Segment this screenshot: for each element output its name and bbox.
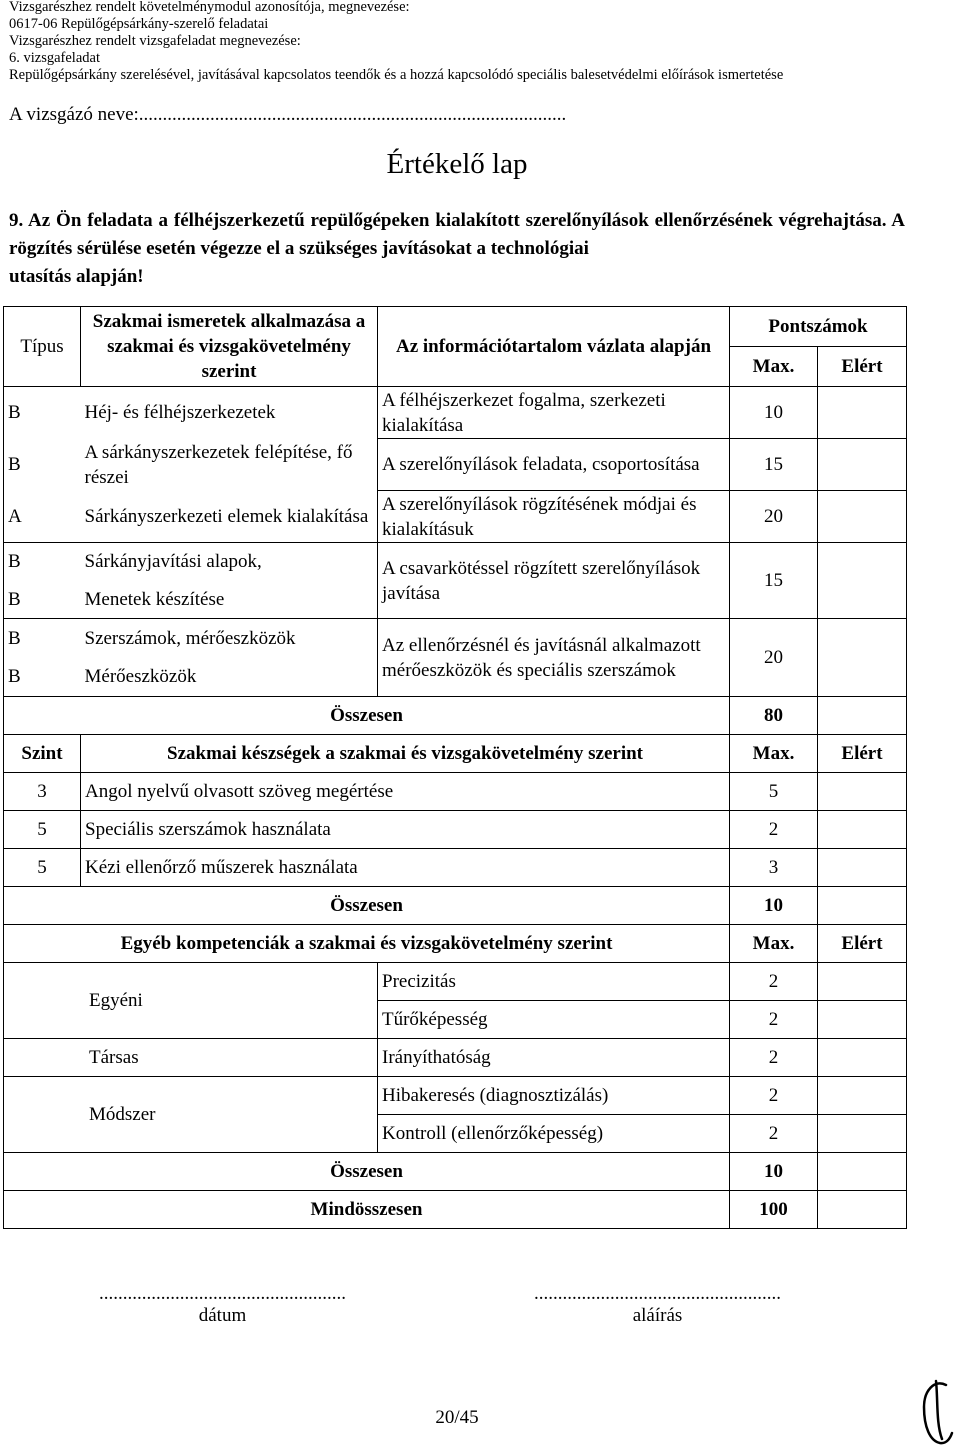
- grand-total-achieved[interactable]: [818, 1191, 907, 1229]
- item-max: 2: [730, 963, 818, 1001]
- total-max: 10: [730, 887, 818, 925]
- item-name: Irányíthatóság: [378, 1039, 730, 1077]
- col-max-header: Max.: [730, 925, 818, 963]
- row-achieved[interactable]: [818, 543, 907, 619]
- row-skill: Mérőeszközök: [81, 658, 378, 697]
- row-info: A csavarkötéssel rögzített szerelőnyílások javítása: [378, 543, 730, 619]
- total-achieved[interactable]: [818, 1153, 907, 1191]
- item-name: Hibakeresés (diagnosztizálás): [378, 1077, 730, 1115]
- knowledge-total-row: [4, 697, 907, 735]
- row-info: A szerelőnyílások feladata, csoportosítása: [378, 439, 730, 491]
- row-achieved[interactable]: [818, 387, 907, 439]
- grand-total-max: 100: [730, 1191, 818, 1229]
- signature-label: aláírás: [632, 1305, 683, 1326]
- col-type-header: Típus: [4, 307, 81, 387]
- col-achieved-header: Elért: [818, 735, 907, 773]
- item-achieved[interactable]: [818, 963, 907, 1001]
- knowledge-row: [4, 439, 907, 491]
- col-points-header: Pontszámok: [730, 307, 907, 347]
- signature-dots: ....................................................: [534, 1283, 781, 1304]
- other-total-row: [4, 1153, 907, 1191]
- group-label: Társas: [4, 1039, 378, 1077]
- item-max: 2: [730, 1077, 818, 1115]
- row-max: 2: [730, 811, 818, 849]
- knowledge-row: [4, 491, 907, 543]
- row-info: Az ellenőrzésnél és javításnál alkalmazott mérőeszközök és speciális szerszámok: [378, 619, 730, 697]
- skills-row: [4, 773, 907, 811]
- row-max: 10: [730, 387, 818, 439]
- date-label: dátum: [198, 1305, 247, 1326]
- col-max-header: Max.: [730, 347, 818, 387]
- item-achieved[interactable]: [818, 1077, 907, 1115]
- task-line-2: utasítás alapján!: [9, 266, 144, 287]
- other-row: [4, 963, 907, 1001]
- grand-total-row: [4, 1191, 907, 1229]
- col-max-header: Max.: [730, 735, 818, 773]
- item-achieved[interactable]: [818, 1039, 907, 1077]
- col-info-header: Az információtartalom vázlata alapján: [378, 307, 730, 387]
- date-block: [90, 1283, 355, 1327]
- row-type: B: [4, 543, 81, 581]
- item-name: Tűrőképesség: [378, 1001, 730, 1039]
- row-max: 20: [730, 491, 818, 543]
- knowledge-row: [4, 387, 907, 439]
- evaluation-table: [3, 306, 907, 1229]
- row-type: B: [4, 387, 81, 439]
- other-row: [4, 1077, 907, 1115]
- row-achieved[interactable]: [818, 773, 907, 811]
- row-skill: Menetek készítése: [81, 581, 378, 619]
- candidate-name-line: A vizsgázó neve:..........................................................................................: [9, 104, 567, 125]
- header-task-name: Repülőgépsárkány szerelésével, javításával kapcsolatos teendők és a hozzá kapcsolódó speciális balesetvédelmi előírások ismertetése: [9, 67, 784, 83]
- item-max: 2: [730, 1115, 818, 1153]
- row-type: B: [4, 439, 81, 491]
- other-header-row: [4, 925, 907, 963]
- skills-row: [4, 811, 907, 849]
- row-type: B: [4, 658, 81, 697]
- row-type: A: [4, 491, 81, 543]
- row-skill: Sárkányszerkezeti elemek kialakítása: [81, 491, 378, 543]
- page-number: 20/45: [435, 1407, 479, 1428]
- task-line-1: 9. Az Ön feladata a félhéjszerkezetű repülőgépeken kialakított szerelőnyílások ellenőrzésének végrehajtása. A rögzítés sérülése esetén végezze el a szükséges javításokat a technológiai: [9, 210, 905, 259]
- item-name: Kontroll (ellenőrzőképesség): [378, 1115, 730, 1153]
- total-label: Összesen: [4, 887, 730, 925]
- row-achieved[interactable]: [818, 849, 907, 887]
- row-skill: Szerszámok, mérőeszközök: [81, 619, 378, 658]
- knowledge-row: [4, 619, 907, 658]
- col-achieved-header: Elért: [818, 925, 907, 963]
- other-header: Egyéb kompetenciák a szakmai és vizsgakövetelmény szerint: [4, 925, 730, 963]
- row-skill: Kézi ellenőrző műszerek használata: [81, 849, 730, 887]
- item-max: 2: [730, 1001, 818, 1039]
- page-title: Értékelő lap: [386, 148, 528, 180]
- row-achieved[interactable]: [818, 811, 907, 849]
- col-achieved-header: Elért: [818, 347, 907, 387]
- group-label: Egyéni: [4, 963, 378, 1039]
- row-level: 3: [4, 773, 81, 811]
- knowledge-row: [4, 543, 907, 581]
- total-achieved[interactable]: [818, 697, 907, 735]
- item-achieved[interactable]: [818, 1115, 907, 1153]
- grand-total-label: Mindösszesen: [4, 1191, 730, 1229]
- skills-row: [4, 849, 907, 887]
- skills-header-row: [4, 735, 907, 773]
- header-module-label: Vizsgarészhez rendelt követelménymodul azonosítója, megnevezése:: [9, 0, 410, 15]
- knowledge-header-row: [4, 307, 907, 347]
- row-level: 5: [4, 811, 81, 849]
- row-max: 5: [730, 773, 818, 811]
- row-max: 15: [730, 543, 818, 619]
- row-skill: Angol nyelvű olvasott szöveg megértése: [81, 773, 730, 811]
- group-label: Módszer: [4, 1077, 378, 1153]
- row-max: 15: [730, 439, 818, 491]
- row-achieved[interactable]: [818, 439, 907, 491]
- row-skill: Sárkányjavítási alapok,: [81, 543, 378, 581]
- task-description: [9, 207, 905, 291]
- row-type: B: [4, 619, 81, 658]
- total-label: Összesen: [4, 697, 730, 735]
- item-name: Precizitás: [378, 963, 730, 1001]
- item-achieved[interactable]: [818, 1001, 907, 1039]
- total-achieved[interactable]: [818, 887, 907, 925]
- header-module-name: 0617-06 Repülőgépsárkány-szerelő feladatai: [9, 16, 269, 32]
- date-dots: ....................................................: [99, 1283, 346, 1304]
- handwritten-initial-icon: [916, 1377, 956, 1449]
- row-max: 3: [730, 849, 818, 887]
- total-label: Összesen: [4, 1153, 730, 1191]
- row-level: 5: [4, 849, 81, 887]
- col-skills-header: Szakmai készségek a szakmai és vizsgakövetelmény szerint: [81, 735, 730, 773]
- total-max: 10: [730, 1153, 818, 1191]
- row-max: 20: [730, 619, 818, 697]
- row-type: B: [4, 581, 81, 619]
- item-max: 2: [730, 1039, 818, 1077]
- total-max: 80: [730, 697, 818, 735]
- row-info: A félhéjszerkezet fogalma, szerkezeti kialakítása: [378, 387, 730, 439]
- col-knowledge-header: Szakmai ismeretek alkalmazása a szakmai és vizsgakövetelmény szerint: [81, 307, 378, 387]
- skills-total-row: [4, 887, 907, 925]
- header-task-label: Vizsgarészhez rendelt vizsgafeladat megnevezése:: [9, 33, 301, 49]
- row-skill: Héj- és félhéjszerkezetek: [81, 387, 378, 439]
- header-task-number: 6. vizsgafeladat: [9, 50, 100, 66]
- row-skill: A sárkányszerkezetek felépítése, fő részei: [81, 439, 378, 491]
- row-achieved[interactable]: [818, 619, 907, 697]
- row-skill: Speciális szerszámok használata: [81, 811, 730, 849]
- row-info: A szerelőnyílások rögzítésének módjai és kialakításuk: [378, 491, 730, 543]
- col-level-header: Szint: [4, 735, 81, 773]
- other-row: [4, 1039, 907, 1077]
- row-achieved[interactable]: [818, 491, 907, 543]
- signature-block: [525, 1283, 790, 1327]
